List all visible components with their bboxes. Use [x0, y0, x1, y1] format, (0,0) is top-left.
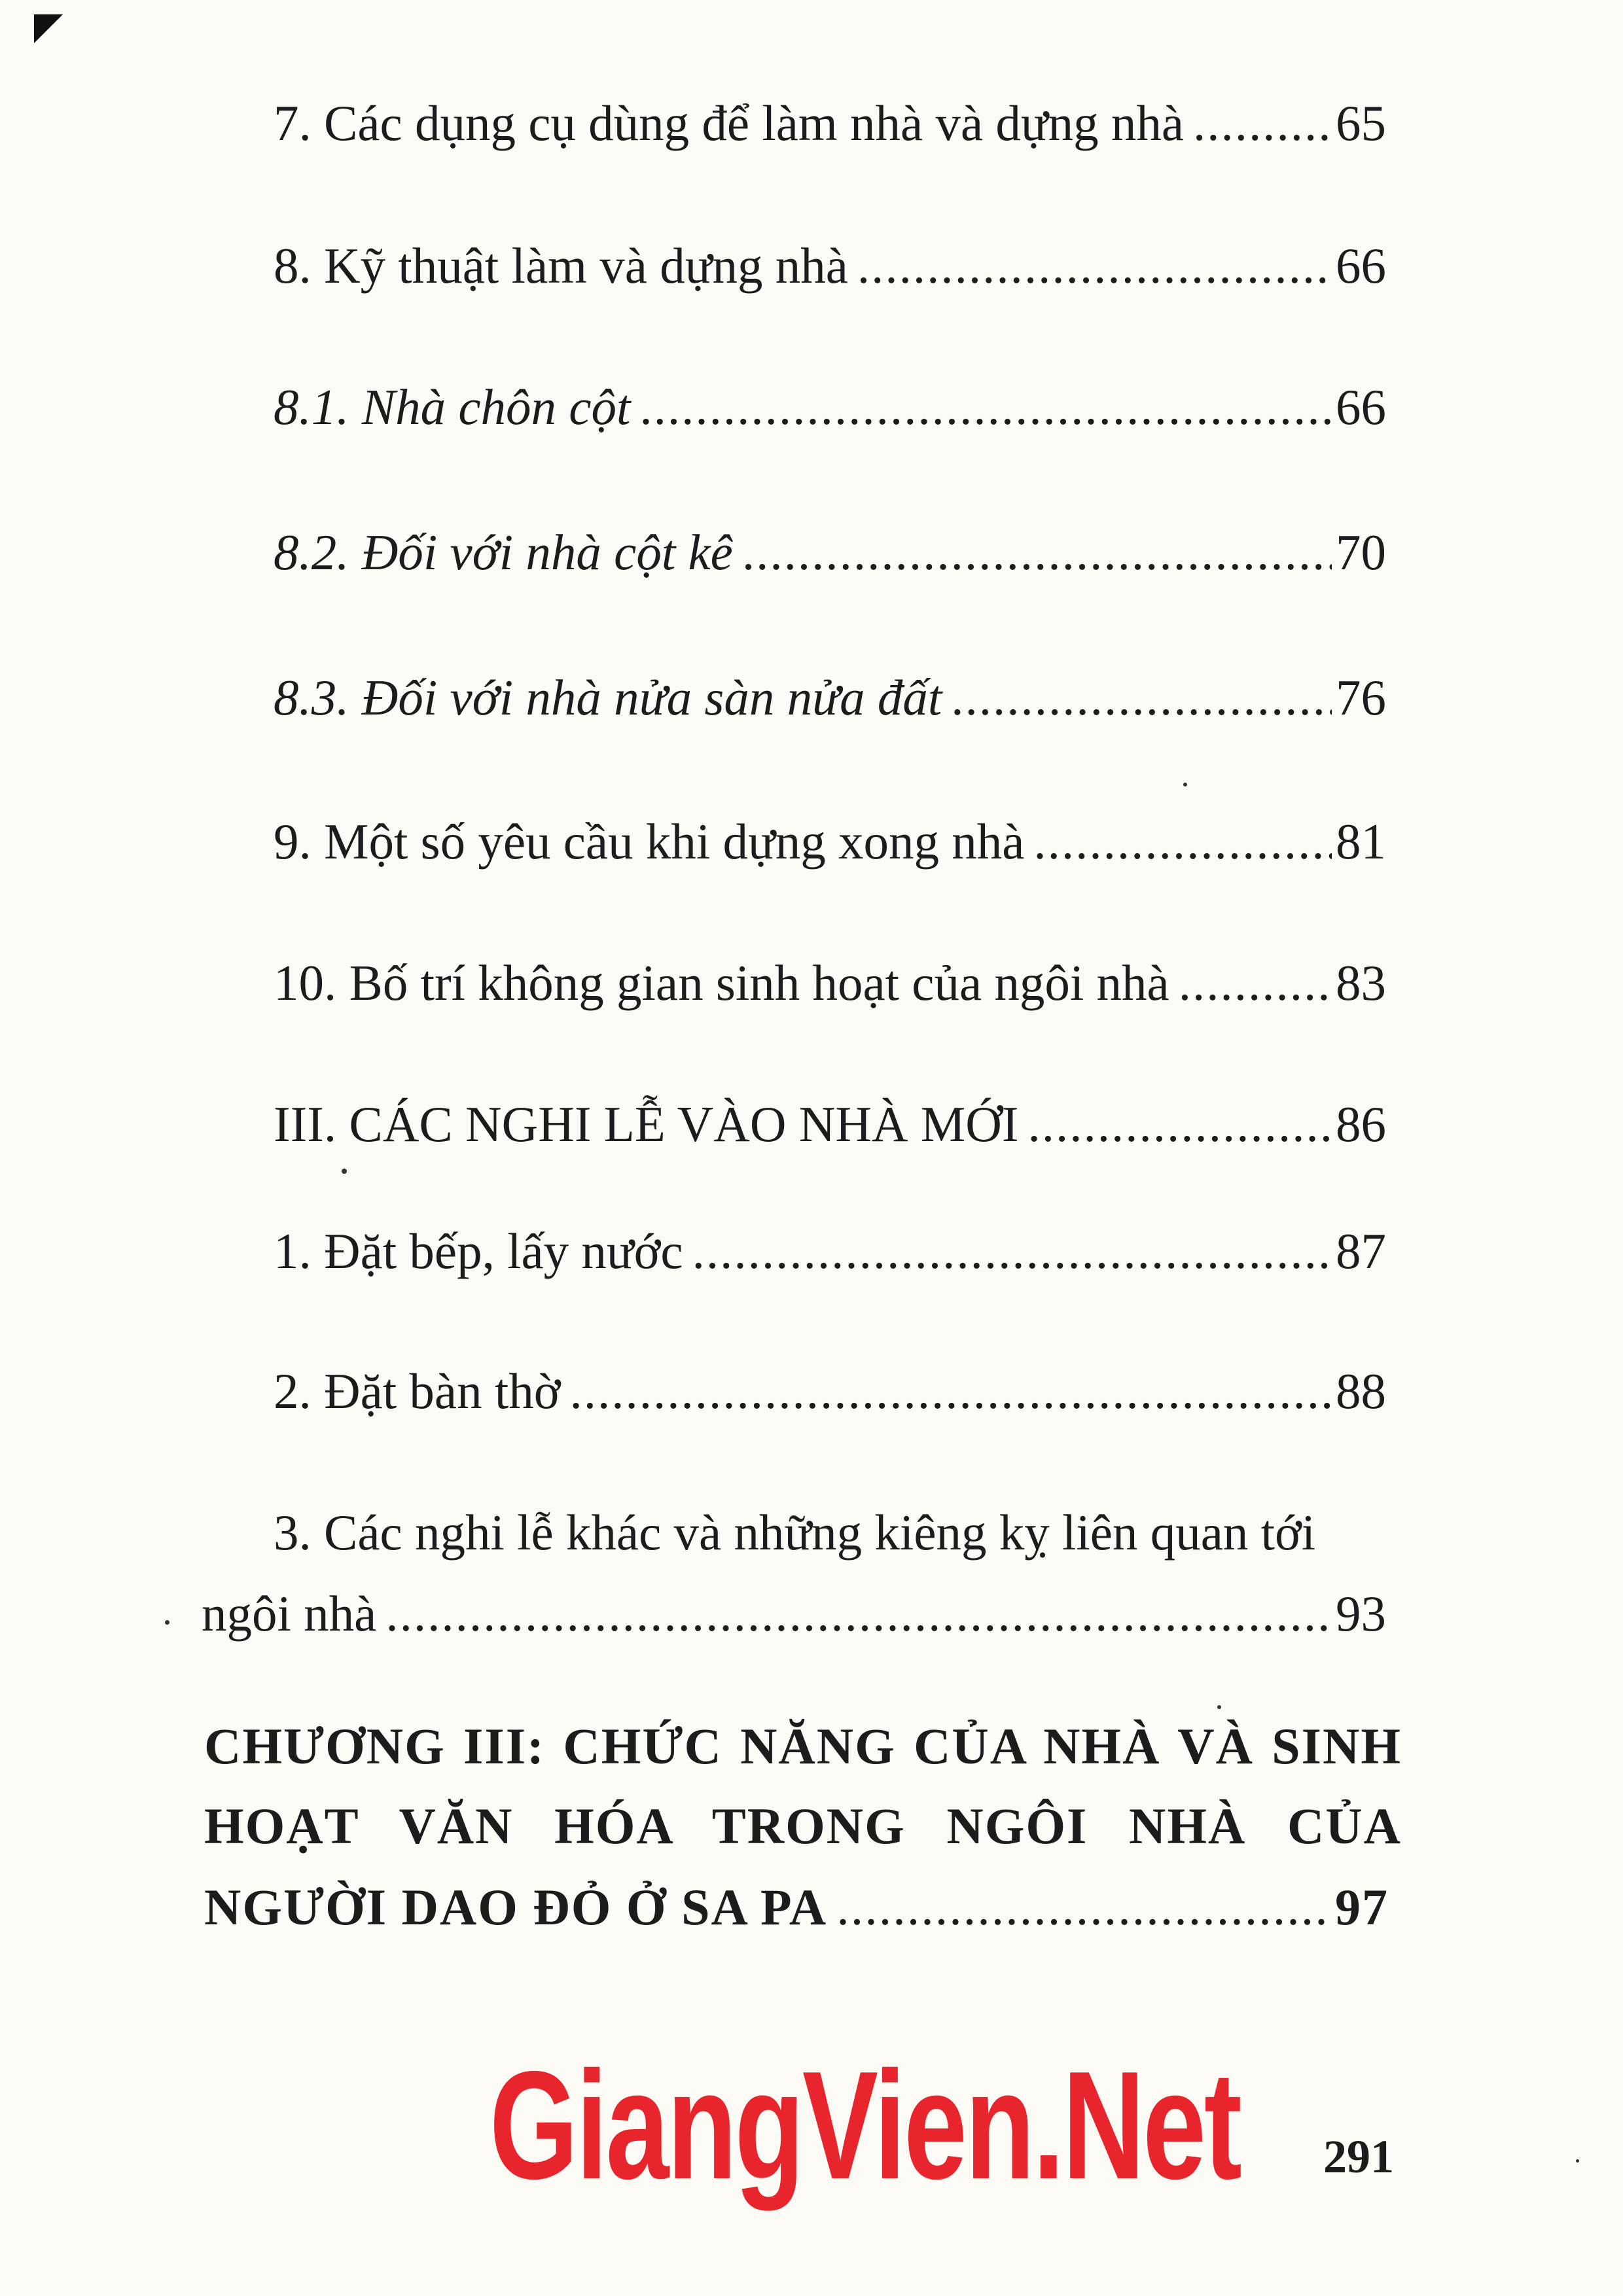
toc-entry-page: 81: [1336, 813, 1386, 870]
toc-entry-label: 8.3. Đối với nhà nửa sàn nửa đất: [274, 669, 942, 726]
toc-entry-label: 8. Kỹ thuật làm và dựng nhà: [274, 238, 848, 294]
toc-entry: [274, 95, 1386, 151]
toc-entry-label: 7. Các dụng cụ dùng để làm nhà và dựng nhà: [274, 95, 1185, 151]
toc-entry-label: 8.2. Đối với nhà cột kê: [274, 524, 733, 580]
toc-leader-dots: [857, 241, 1332, 291]
toc-entry-page: 86: [1336, 1096, 1386, 1152]
toc-entry-label: 3. Các nghi lễ khác và những kiêng kỵ liên quan tới: [274, 1504, 1316, 1561]
toc-entry-first-line: [202, 1504, 1386, 1561]
toc-leader-dots: [639, 382, 1332, 433]
chapter-title: CHƯƠNG III: CHỨC NĂNG CỦA NHÀ VÀ SINH: [204, 1718, 1402, 1775]
toc-entry-page: 87: [1336, 1223, 1386, 1279]
toc-entry: [274, 238, 1386, 294]
toc-leader-dots: [836, 1882, 1331, 1933]
toc-entry-label: 9. Một số yêu cầu khi dựng xong nhà: [274, 813, 1025, 870]
watermark-logo: GiangVien.Net: [490, 2039, 1240, 2211]
toc-entry-label: 10. Bố trí không gian sinh hoạt của ngôi nhà: [274, 955, 1169, 1011]
toc-leader-dots: [1193, 98, 1332, 149]
toc-entry: [202, 1585, 1386, 1642]
toc-entry-label: ngôi nhà: [202, 1585, 377, 1642]
toc-leader-dots: [951, 673, 1332, 723]
toc-entry: [274, 669, 1386, 726]
toc-entry-label: 8.1. Nhà chôn cột: [274, 379, 631, 435]
toc-leader-dots: [1028, 1099, 1332, 1150]
page-number: 291: [1323, 2130, 1394, 2183]
toc-entry: [274, 813, 1386, 870]
toc-entry: [274, 1096, 1386, 1152]
toc-entry-page: 93: [1336, 1585, 1386, 1642]
toc-entry-page: 88: [1336, 1363, 1386, 1419]
toc-entry: [274, 1363, 1386, 1419]
chapter-title: NGƯỜI DAO ĐỎ Ở SA PA: [204, 1879, 828, 1935]
chapter-heading-line: [204, 1718, 1402, 1775]
toc-entry: [274, 1223, 1386, 1279]
toc-leader-dots: [569, 1366, 1332, 1417]
toc-entry-label: 2. Đặt bàn thờ: [274, 1363, 561, 1419]
toc-entry-page: 66: [1336, 238, 1386, 294]
toc-entry: [274, 524, 1386, 580]
toc-entry-page: 65: [1336, 95, 1386, 151]
toc-leader-dots: [742, 527, 1332, 578]
toc-entry-page: 70: [1336, 524, 1386, 580]
chapter-heading-last-line: [204, 1879, 1389, 1935]
paper-speck: [342, 1169, 347, 1174]
chapter-title: HOẠT VĂN HÓA TRONG NGÔI NHÀ CỦA: [204, 1797, 1402, 1854]
toc-entry-label: III. CÁC NGHI LỄ VÀO NHÀ MỚI: [274, 1096, 1019, 1152]
paper-speck: [1576, 2159, 1579, 2163]
toc-leader-dots: [692, 1226, 1332, 1277]
corner-fold-mark: [34, 14, 63, 43]
chapter-heading-line: [204, 1797, 1402, 1854]
toc-entry-page: 76: [1336, 669, 1386, 726]
paper-speck: [1217, 1705, 1221, 1709]
toc-leader-dots: [385, 1589, 1332, 1639]
toc-leader-dots: [1179, 958, 1332, 1008]
toc-entry-page: 97: [1335, 1879, 1389, 1935]
paper-speck: [1183, 783, 1187, 786]
toc-leader-dots: [1033, 817, 1332, 867]
toc-entry: [274, 955, 1386, 1011]
toc-entry-page: 83: [1336, 955, 1386, 1011]
paper-speck: [165, 1620, 169, 1625]
toc-entry-page: 66: [1336, 379, 1386, 435]
toc-entry-label: 1. Đặt bếp, lấy nước: [274, 1223, 683, 1279]
toc-entry: [274, 379, 1386, 435]
